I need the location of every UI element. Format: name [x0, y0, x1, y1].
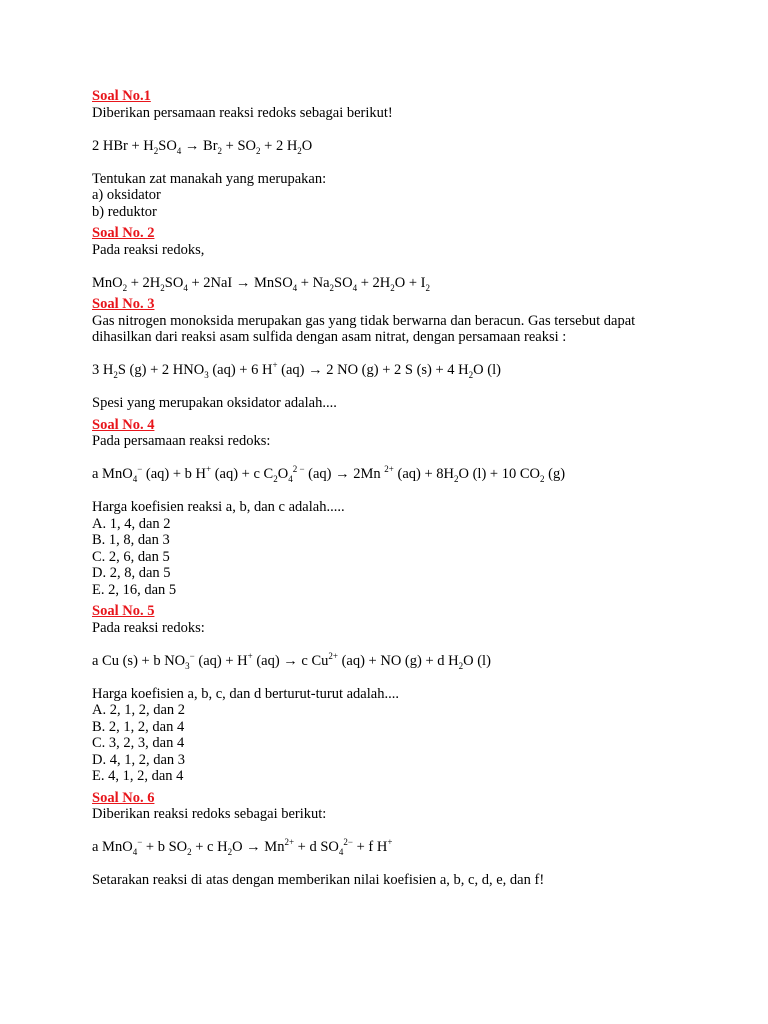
answer-option: D. 2, 8, dan 5	[92, 565, 171, 581]
question-intro: Pada reaksi redoks,	[92, 241, 205, 258]
question-3	[92, 296, 712, 412]
reaction-equation: a MnO$_4$− (aq) + b H+ (aq) + c $C_2O_4^{2 -}$ (aq) → 2Mn $^{2+}$ $(aq) + 8H_2O$ (l) + 10 $CO_2$ (g)	[92, 464, 566, 484]
answer-option: E. 4, 1, 2, dan 4	[92, 768, 184, 784]
question-text: Harga koefisien a, b, c, dan d berturut-turut adalah....	[92, 685, 399, 702]
answer-option: C. 2, 6, dan 5	[92, 548, 170, 565]
answer-option: E. 2, 16, dan 5	[92, 581, 177, 598]
answer-option: b) reduktor	[92, 203, 157, 220]
question-intro: Diberikan reaksi redoks sebagai berikut:	[92, 806, 327, 822]
answer-option: B. 2, 1, 2, dan 4	[92, 718, 185, 735]
question-2	[92, 225, 712, 291]
reaction-equation: a Cu (s) + b $NO_3^-$ (aq) + H+ (aq) → c $Cu^{2+}$ (aq) + NO (g) + d $H_2O$ (l)	[92, 650, 491, 671]
question-title: Soal No. 5	[92, 603, 155, 619]
question-text: Tentukan zat manakah yang merupakan:	[92, 170, 327, 187]
answer-option: B. 1, 8, dan 3	[92, 532, 170, 548]
reaction-equation: $MnO_2 + 2H_2SO_4 + 2NaI$ → MnSO$_4$ + $Na_2SO_4 + 2H_2O + I_2$	[92, 274, 430, 293]
answer-option: A. 1, 4, dan 2	[92, 515, 171, 532]
answer-option: D. 4, 1, 2, dan 3	[92, 751, 186, 768]
question-intro: Pada persamaan reaksi redoks:	[92, 433, 271, 449]
answer-option: a) oksidator	[92, 187, 161, 203]
reaction-equation: 3 $H_2S$ (g) + 2 $HNO_3$ (aq) + 6 H+ (aq) → 2 NO (g) + 2 S (s) + 4 $H_2O$ (l)	[92, 360, 501, 380]
reaction-equation: a MnO$_4$− + b $SO_2 + c$ $H_2O \to Mn^{2+} + d$ $SO_4^{2-} + f$ H+	[92, 837, 393, 857]
reaction-equation: 2 HBr + $H_2SO_4 \to Br_2 + SO_2 + 2$ $H_2O$	[92, 137, 313, 156]
question-title: Soal No. 2	[92, 225, 155, 241]
question-text: Spesi yang merupakan oksidator adalah....	[92, 395, 337, 411]
question-text: Setarakan reaksi di atas dengan memberikan nilai koefisien a, b, c, d, e, dan f!	[92, 872, 545, 888]
answer-option: A. 2, 1, 2, dan 2	[92, 702, 186, 718]
question-4	[92, 417, 712, 599]
question-title: Soal No.1	[92, 88, 151, 104]
question-title: Soal No. 3	[92, 296, 155, 312]
question-intro: Gas nitrogen monoksida merupakan gas yang tidak berwarna dan beracun. Gas tersebut dapat dihasilkan dari reaksi asam sulfida dengan asam nitrat, dengan persamaan reaksi :	[92, 312, 636, 345]
question-5	[92, 603, 712, 785]
document-page	[92, 88, 712, 889]
question-intro: Pada reaksi redoks:	[92, 619, 205, 636]
answer-option: C. 3, 2, 3, dan 4	[92, 735, 185, 751]
question-intro: Diberikan persamaan reaksi redoks sebagai berikut!	[92, 104, 393, 121]
question-text: Harga koefisien reaksi a, b, dan c adalah.....	[92, 499, 345, 515]
question-title: Soal No. 6	[92, 789, 155, 806]
question-title: Soal No. 4	[92, 416, 155, 433]
question-6	[92, 790, 712, 889]
question-1	[92, 88, 712, 220]
